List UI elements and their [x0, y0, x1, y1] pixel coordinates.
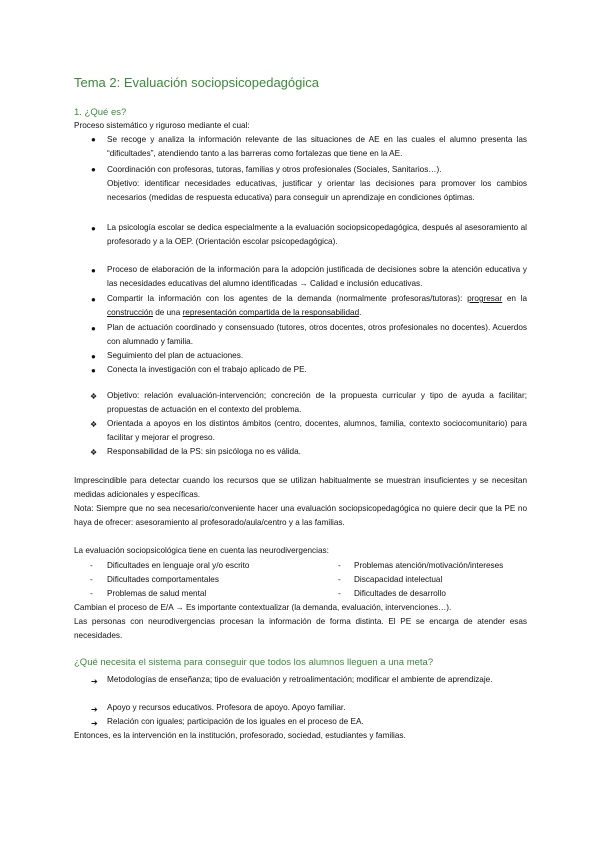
section-heading-que-es: 1. ¿Qué es? — [74, 107, 127, 118]
dash-marker: - — [90, 575, 93, 584]
bullet-marker: ● — [91, 165, 96, 174]
diamond-objetivo: Objetivo: relación evaluación-intervención; concreción de la propuesta curricular y tipo de ayuda a facilitar; propuestas de actuación en el contexto del problema. — [107, 391, 527, 415]
diamond-marker: ❖ — [90, 392, 98, 401]
bullet-marker: ● — [91, 224, 96, 233]
diamond-responsabilidad: Responsabilidad de la PS: sin psicóloga no es válida. — [107, 447, 301, 456]
diamond-orientada: Orientada a apoyos en los distintos ámbitos (centro, docentes, alumnos, familia, contexto sociocomunitario) para facilitar y mejorar el progreso. — [107, 419, 527, 443]
paragraph-imprescindible: Imprescindible para detectar cuando los recursos que se utilizan habitualmente se muestran insuficientes y se necesitan medidas adicionales y específicas. — [74, 476, 527, 500]
bullet-coordinacion: Coordinación con profesoras, tutoras, familias y otros profesionales (Sociales, Sanitarios…). — [107, 165, 442, 174]
arrow-marker: ➔ — [91, 719, 98, 728]
bullet-compartir: Compartir la información con los agentes de la demanda (normalmente profesoras/tutoras): progresar en la construcción de una representación compartida de la responsabilidad. — [107, 294, 528, 318]
intro-text: Proceso sistemático y riguroso mediante el cual: — [74, 121, 250, 130]
arrow-marker: ➔ — [91, 677, 98, 686]
bullet-plan-actuacion: Plan de actuación coordinado y consensuado (tutores, otros docentes, otros profesionales no docentes). Acuerdos con alumnado y familia. — [107, 323, 527, 347]
neuro-item-right: Problemas atención/motivación/intereses — [354, 561, 504, 570]
dash-marker: - — [90, 589, 93, 598]
neuro-item-right: Discapacidad intelectual — [354, 575, 443, 584]
dash-marker: - — [338, 589, 341, 598]
bullet-proceso-elaboracion: Proceso de elaboración de la información para la adopción justificada de decisiones sobre la atención educativa y las necesidades educativas del alumno identificadas → Calidad e inclusión educativas. — [107, 265, 527, 289]
arrow-item-apoyo: Apoyo y recursos educativos. Profesora de apoyo. Apoyo familiar. — [107, 703, 346, 712]
bullet-recoge: Se recoge y analiza la información relevante de las situaciones de AE en las cuales el alumno presenta las “dificultades”, atendiendo tanto a las barreras como fortalezas que tiene en la AE. — [107, 135, 527, 159]
bullet-marker: ● — [91, 295, 96, 304]
bullet-marker: ● — [91, 324, 96, 333]
section-heading-sistema: ¿Qué necesita el sistema para conseguir que todos los alumnos lleguen a una meta? — [74, 657, 434, 668]
arrow-item-metodologias: Metodologías de enseñanza; tipo de evaluación y retroalimentación; modificar el ambiente de aprendizaje. — [107, 675, 493, 684]
neuro-item-right: Dificultades de desarrollo — [354, 589, 446, 598]
bullet-marker: ● — [91, 352, 96, 361]
arrow-item-relacion: Relación con iguales; participación de los iguales en el proceso de EA. — [107, 717, 364, 726]
bullet-psicologia-escolar: La psicología escolar se dedica especialmente a la evaluación sociopsicopedagógica, después al asesoramiento al profesorado y a la OEP. (Orientación escolar psicopedagógica). — [107, 223, 527, 247]
paragraph-nota: Nota: Siempre que no sea necesario/conveniente hacer una evaluación sociopsicopedagógica no quiere decir que la PE no haya de ofrecer: asesoramiento al profesorado/aula/centro y a las familias. — [74, 504, 527, 528]
document-title: Tema 2: Evaluación sociopsicopedagógica — [74, 75, 319, 90]
objetivo-text: Objetivo: identificar necesidades educativas, justificar y orientar las decisiones para promover los cambios necesarios (medidas de respuesta educativa) para conseguir un aprendizaje en condiciones óptimas. — [107, 179, 527, 203]
neuro-item-left: Dificultades en lenguaje oral y/o escrito — [107, 561, 250, 570]
closing-text: Entonces, es la intervención en la institución, profesorado, sociedad, estudiantes y familias. — [74, 731, 406, 740]
bullet-marker: ● — [91, 366, 96, 375]
dash-marker: - — [90, 561, 93, 570]
paragraph-cambian: Cambian el proceso de E/A → Es importante contextualizar (la demanda, evaluación, intervenciones…). — [74, 603, 452, 612]
arrow-marker: ➔ — [91, 705, 98, 714]
paragraph-personas: Las personas con neurodivergencias procesan la información de forma distinta. El PE se encarga de atender esas necesidades. — [74, 617, 527, 641]
dash-marker: - — [338, 575, 341, 584]
paragraph-neurodivergencias: La evaluación sociopsicológica tiene en cuenta las neurodivergencias: — [74, 546, 329, 555]
dash-marker: - — [338, 561, 341, 570]
neuro-item-left: Dificultades comportamentales — [107, 575, 219, 584]
bullet-conecta: Conecta la investigación con el trabajo aplicado de PE. — [107, 365, 307, 374]
neuro-item-left: Problemas de salud mental — [107, 589, 207, 598]
bullet-marker: ● — [91, 135, 96, 144]
diamond-marker: ❖ — [90, 420, 98, 429]
bullet-seguimiento: Seguimiento del plan de actuaciones. — [107, 351, 244, 360]
diamond-marker: ❖ — [90, 448, 98, 457]
bullet-marker: ● — [91, 266, 96, 275]
